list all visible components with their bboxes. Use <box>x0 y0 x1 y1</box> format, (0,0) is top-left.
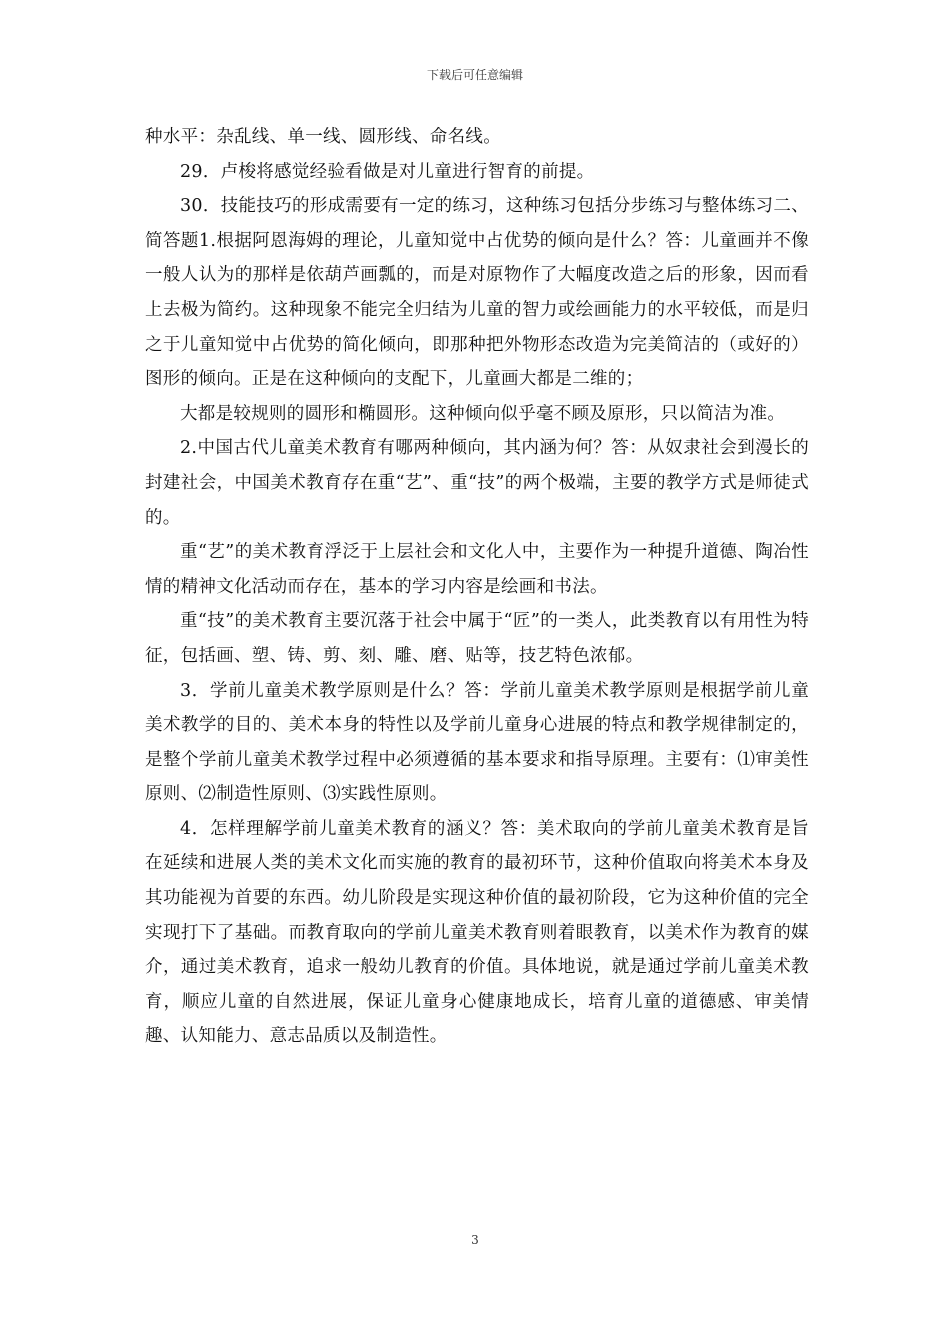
paragraph: 种水平：杂乱线、单一线、圆形线、命名线。 <box>145 127 501 147</box>
paragraph: 重“艺”的美术教育浮泛于上层社会和文化人中，主要作为一种提升道德、陶冶性情的精神文化活动而存在，基本的学习内容是绘画和书法。 <box>145 542 809 597</box>
paragraph: 3．学前儿童美术教学原则是什么？答：学前儿童美术教学原则是根据学前儿童美术教学的目的、美术本身的特性以及学前儿童身心进展的特点和教学规律制定的，是整个学前儿童美术教学过程中必须遵循的基本要求和指导原理。主要有：⑴审美性原则、⑵制造性原则、⑶实践性原则。 <box>145 680 809 805</box>
paragraph: 29．卢梭将感觉经验看做是对儿童进行智育的前提。 <box>180 161 595 182</box>
page-number: 3 <box>471 1233 479 1247</box>
paragraph: 30．技能技巧的形成需要有一定的练习，这种练习包括分步练习与整体练习二、简答题1.根据阿恩海姆的理论，儿童知觉中占优势的倾向是什么？答：儿童画并不像一般人认为的那样是依葫芦画瓢的，而是对原物作了大幅度改造之后的形象，因而看上去极为简约。这种现象不能完全归结为儿童的智力或绘画能力的水平较低，而是归之于儿童知觉中占优势的简化倾向，即那种把外物形态改造为完美简洁的（或好的）图形的倾向。正是在这种倾向的支配下，儿童画大都是二维的； <box>145 196 809 390</box>
paragraph: 大都是较规则的圆形和椭圆形。这种倾向似乎毫不顾及原形，只以简洁为准。 <box>180 403 786 424</box>
paragraph: 重“技”的美术教育主要沉落于社会中属于“匠”的一类人，此类教育以有用性为特征，包括画、塑、铸、剪、刻、雕、磨、贴等，技艺特色浓郁。 <box>145 611 809 666</box>
paragraph: 4．怎样理解学前儿童美术教育的涵义？答：美术取向的学前儿童美术教育是旨在延续和进展人类的美术文化而实施的教育的最初环节，这种价值取向将美术本身及其功能视为首要的东西。幼儿阶段是实现这种价值的最初阶段，它为这种价值的完全实现打下了基础。而教育取向的学前儿童美术教育则着眼教育，以美术作为教育的媒介，通过美术教育，追求一般幼儿教育的价值。具体地说，就是通过学前儿童美术教育，顺应儿童的自然进展，保证儿童身心健康地成长，培育儿童的道德感、审美情趣、认知能力、意志品质以及制造性。 <box>145 818 809 1047</box>
paragraph: 2.中国古代儿童美术教育有哪两种倾向，其内涵为何？答：从奴隶社会到漫长的封建社会，中国美术教育存在重“艺”、重“技”的两个极端，主要的教学方式是师徒式的。 <box>145 438 809 528</box>
page-header: 下载后可任意编辑 <box>426 68 523 82</box>
document-body <box>145 120 809 1054</box>
